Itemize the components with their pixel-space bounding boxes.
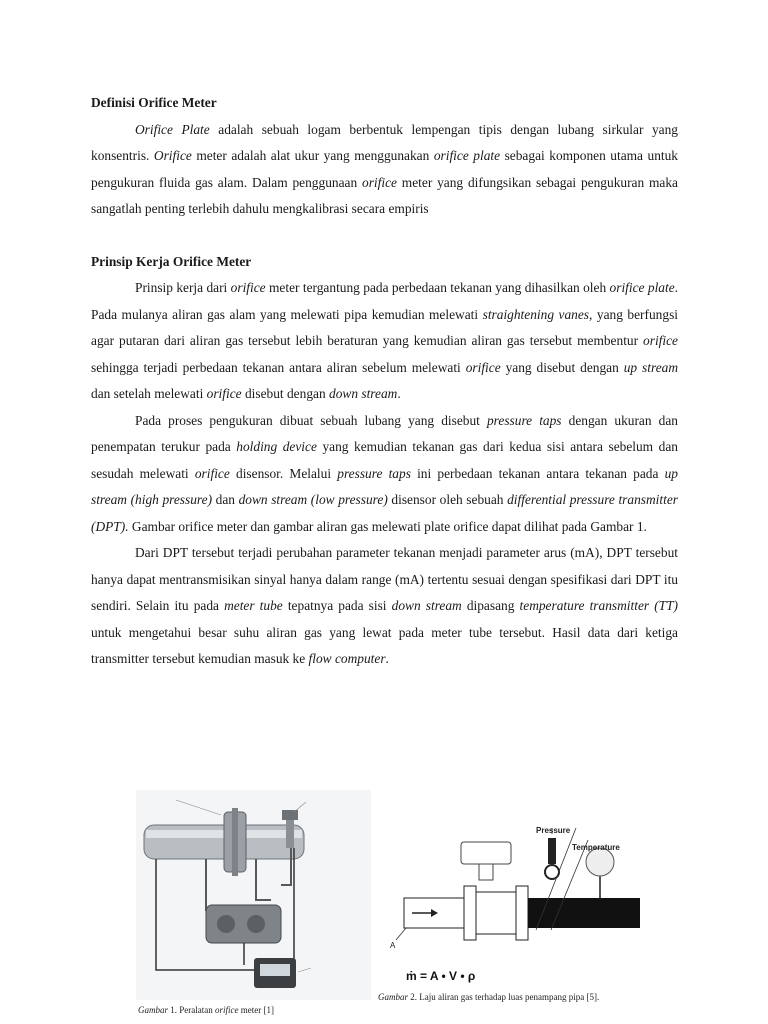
text-run: disensor. Melalui (229, 465, 338, 481)
text-run: adalah sebuah logam berbentuk lempengan tipis dengan lubang sirkular yang konsentris. (91, 121, 678, 163)
italic-term: Orifice Plate (135, 121, 210, 137)
text-run: untuk mengetahui besar suhu aliran gas yang lewat pada meter tube tersebut. Hasil data dari ketiga transmitter tersebut kemudian masuk ke (91, 624, 678, 666)
italic-term: down stream (391, 598, 462, 613)
italic-term: orifice (643, 333, 678, 348)
italic-term: up stream (high pressure) (91, 465, 678, 507)
text-run: dan setelah melewati (91, 386, 207, 401)
text-run: ini perbedaan tekanan antara tekanan pada (410, 465, 665, 481)
paragraph-prinsip-kerja-1 (91, 275, 678, 408)
text-run: sehingga terjadi perbedaan tekanan antara aliran sebelum melewati (91, 359, 466, 375)
italic-term: down stream (low pressure) (238, 492, 388, 507)
italic-term: holding device (236, 439, 317, 454)
text-run: . (385, 651, 389, 666)
italic-term: straightening vanes (482, 306, 590, 322)
text-run: sebagai komponen utama untuk pengukuran fluida gas alam. Dalam penggunaan (91, 148, 679, 190)
text-run: disebut dengan (241, 386, 330, 401)
text-run: Gambar orifice meter dan gambar aliran gas melewati plate orifice dapat dilihat pada Gambar 1. (128, 518, 647, 534)
text-run: dan (212, 492, 239, 507)
italic-term: orifice (465, 359, 501, 375)
italic-term: temperature transmitter (TT) (519, 598, 679, 613)
figure-gas-flow-cross-section (376, 820, 646, 1010)
text-run: Dari DPT tersebut terjadi perubahan parameter tekanan menjadi parameter arus (mA), DPT tersebut hanya dapat mentransmisikan sinyal hanya dalam range (mA) tertentu sesuai dengan spesifikasi dari DPT itu sendiri. Selain itu pada (91, 545, 678, 613)
paragraph-prinsip-kerja-2 (91, 408, 678, 541)
text-run: dipasang (461, 598, 520, 613)
italic-term: down stream (329, 386, 398, 401)
text-run: . Pada mulanya aliran gas alam yang melewati pipa kemudian melewati (91, 280, 679, 322)
italic-term: pressure taps (486, 412, 562, 428)
italic-term: up stream (623, 359, 678, 375)
text-run: . (397, 386, 401, 401)
italic-term: orifice (230, 280, 266, 295)
figure2-caption: Gambar 2. Laju aliran gas terhadap luas penampang pipa [5]. (378, 992, 600, 1002)
italic-term: pressure taps (337, 465, 411, 481)
area-label: A (390, 941, 396, 950)
text-run: disensor oleh sebuah (387, 492, 508, 507)
document-body (91, 90, 678, 673)
text-run: tepatnya pada sisi (282, 598, 392, 613)
italic-term: differential pressure transmitter (DPT). (91, 492, 678, 534)
italic-term: orifice plate (609, 280, 675, 295)
italic-term: orifice (362, 174, 397, 190)
text-run: Pada proses pengukuran dibuat sebuah lubang yang disebut (135, 412, 487, 428)
flow-equation: ṁ = A • V • ρ (406, 969, 476, 983)
text-run: yang kemudian tekanan gas dari kedua sisi antara sebelum dan sesudah melewati (91, 439, 678, 481)
section-heading-definisi: Definisi Orifice Meter (91, 95, 217, 110)
text-run: meter tergantung pada perbedaan tekanan yang dihasilkan oleh (265, 280, 610, 295)
text-run: yang disebut dengan (500, 359, 624, 375)
italic-term: orifice (206, 386, 242, 401)
gas-flow-illustration (376, 820, 646, 988)
text-run: dengan ukuran dan penempatan terukur pada (91, 412, 678, 454)
orifice-meter-illustration (136, 790, 371, 1000)
italic-term: meter tube (224, 598, 283, 613)
text-run: meter adalah alat ukur yang menggunakan (191, 148, 434, 163)
italic-term: orifice plate (433, 148, 501, 163)
text-run: , yang berfungsi agar putaran dari aliran gas tersebut lebih beraturan yang kemudian aliran gas tersebut membentur (91, 306, 678, 348)
text-run: Prinsip kerja dari (135, 280, 231, 295)
italic-term: Orifice (153, 148, 192, 163)
text-run: meter yang difungsikan sebagai pengukuran maka sangatlah penting terlebih dahulu mengkalibrasi secara empiris (91, 174, 678, 216)
paragraph-prinsip-kerja-3 (91, 540, 678, 673)
italic-term: orifice (194, 465, 230, 481)
temperature-label: Temperature (572, 843, 620, 852)
paragraph-definisi (91, 117, 678, 223)
figure-orifice-meter-equipment (136, 790, 371, 1020)
section-heading-prinsip-kerja: Prinsip Kerja Orifice Meter (91, 253, 252, 269)
pressure-label: Pressure (536, 826, 571, 835)
italic-term: flow computer (308, 651, 386, 666)
figure1-caption: Gambar 1. Peralatan orifice meter [1] (138, 1005, 274, 1015)
